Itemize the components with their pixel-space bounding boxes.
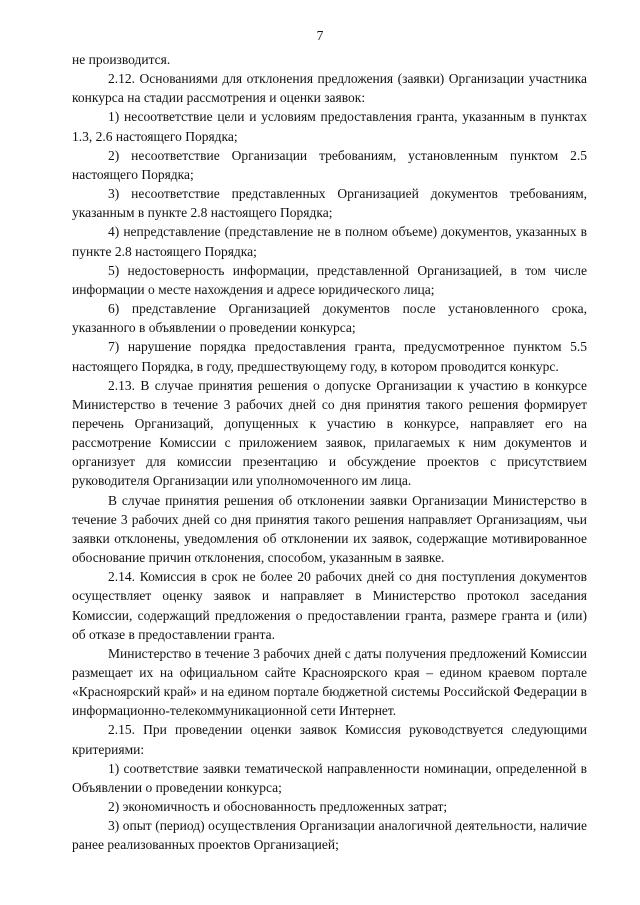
paragraph-2-12-item-5: 5) недостоверность информации, представленной Организацией, в том числе информации о месте нахождения и адресе юридического лица; bbox=[72, 262, 587, 297]
paragraph-2-14-publication: Министерство в течение 3 рабочих дней с даты получения предложений Комиссии размещает их на официальном сайте Красноярского края – едином краевом портале «Красноярский край» и на едином портале бюджетной системы Российской Федерации в информационно-телекоммуникационной сети Интернет. bbox=[72, 645, 587, 719]
paragraph-2-15-item-3: 3) опыт (период) осуществления Организации аналогичной деятельности, наличие ранее реализованных проектов Организацией; bbox=[72, 818, 587, 853]
paragraph-2-12-item-1: 1) несоответствие цели и условиям предоставления гранта, указанным в пунктах 1.3, 2.6 настоящего Порядка; bbox=[72, 109, 587, 144]
paragraph-2-13-rejection: В случае принятия решения об отклонении заявки Организации Министерство в течение 3 рабочих дней со дня принятия такого решения направляет Организациям, чьи заявки отклонены, уведомления об отклонении их заявок, содержащие мотивированное обоснование причин отклонения, способом, указанным в заявке. bbox=[72, 492, 587, 566]
paragraph-2-15: 2.15. При проведении оценки заявок Комиссия руководствуется следующими критериями: bbox=[72, 722, 587, 757]
paragraph-2-12-item-2: 2) несоответствие Организации требованиям, установленным пунктом 2.5 настоящего Порядка; bbox=[72, 147, 587, 182]
paragraph-2-12-item-4: 4) непредставление (представление не в полном объеме) документов, указанных в пункте 2.8 настоящего Порядка; bbox=[72, 224, 587, 259]
paragraph-2-13: 2.13. В случае принятия решения о допуске Организации к участию в конкурсе Министерство в течение 3 рабочих дней со дня принятия такого решения формирует перечень Организаций, допущенных к участию в конкурсе, направляет его на рассмотрение Комиссии с приложением заявок, прилагаемых к ним документов и организует для комиссии презентацию и обсуждение проектов с присутствием руководителя Организации или уполномоченного им лица. bbox=[72, 377, 587, 489]
paragraph-2-12-item-7: 7) нарушение порядка предоставления гранта, предусмотренное пунктом 5.5 настоящего Порядка, в году, предшествующему году, в котором проводится конкурс. bbox=[72, 339, 587, 374]
paragraph-2-15-item-1: 1) соответствие заявки тематической направленности номинации, определенной в Объявлении о проведении конкурса; bbox=[72, 760, 587, 795]
paragraph-2-15-item-2: 2) экономичность и обоснованность предложенных затрат; bbox=[108, 799, 448, 815]
paragraph-2-12-item-3: 3) несоответствие представленных Организацией документов требованиям, указанным в пункте 2.8 настоящего Порядка; bbox=[72, 186, 587, 221]
paragraph-2-12: 2.12. Основаниями для отклонения предложения (заявки) Организации участника конкурса на стадии рассмотрения и оценки заявок: bbox=[72, 71, 587, 106]
page-number: 7 bbox=[316, 28, 324, 43]
paragraph-2-12-item-6: 6) представление Организацией документов после установленного срока, указанного в объявлении о проведении конкурса; bbox=[72, 301, 587, 336]
paragraph-continuation: не производится. bbox=[72, 52, 171, 67]
document-body bbox=[72, 50, 587, 855]
paragraph-2-14: 2.14. Комиссия в срок не более 20 рабочих дней со дня поступления документов осуществляет оценку заявок и направляет в Министерство протокол заседания Комиссии, содержащий предложения о предоставлении гранта, размере гранта и (или) об отказе в предоставлении гранта. bbox=[72, 569, 587, 642]
